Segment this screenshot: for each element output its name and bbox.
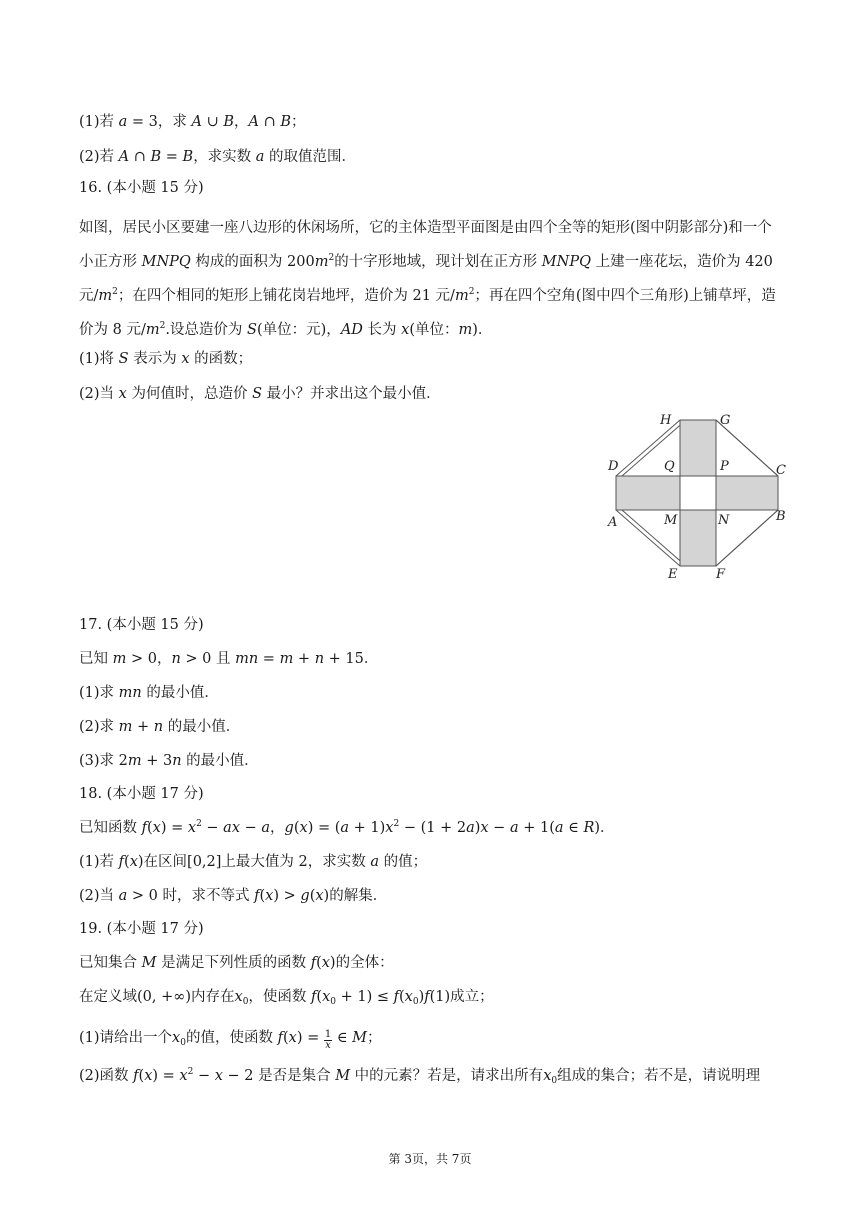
q17-condition: 已知 m > 0，n > 0 且 mn = m + n + 15． — [79, 651, 379, 667]
q17-part1: (1)求 mn 的最小值． — [79, 685, 219, 701]
q17-heading: 17. (本小题 15 分) — [79, 617, 204, 633]
q16-problem-text: 如图，居民小区要建一座八边形的休闲场所，它的主体造型平面图是由四个全等的矩形(图中阴影部分)和一个小正方形 MNPQ 构成的面积为 $200m^2$的十字形地域，现计划在正方形 MNPQ 上建一座花坛，造价为 420 元$/m^2$；在四个相同的矩形上铺花岗岩地坪，造价为 21 元$/m^2$；再在四个空角(图中四个三角形)上铺草坪，造价为 8 元$/m^2$.设总造价为 S(单位：元)，AD 长为 x(单位：m)． — [79, 220, 776, 338]
q15-part2: (2)若 A ∩ B = B，求实数 a 的取值范围． — [79, 149, 357, 165]
label-G: G — [720, 413, 731, 428]
fraction-1-over-x: $\frac{1}{x}$ — [324, 1029, 332, 1051]
bottom-rectangle — [680, 510, 716, 566]
q19-part1: (1)请给出一个$x_0$的值，使函数 f(x) = $\frac{1}{x}$ ∈ M； — [79, 1029, 382, 1051]
q19-heading: 19. (本小题 17 分) — [79, 921, 204, 937]
q17-part2: (2)求 m + n 的最小值． — [79, 719, 241, 735]
q18-part2: (2)当 a > 0 时，求不等式 f(x) > g(x)的解集． — [79, 888, 388, 904]
label-P: P — [720, 459, 729, 474]
q19-part2: (2)函数 $f(x) = x^2 - x - 2$ 是否是集合 M 中的元素？若是，请求出所有$x_0$组成的集合；若不是，请说明理 — [79, 1067, 761, 1086]
q18-heading: 18. (本小题 17 分) — [79, 786, 204, 802]
label-D: D — [608, 459, 619, 474]
label-Q: Q — [664, 459, 675, 474]
label-E: E — [668, 567, 678, 582]
page-footer: 第 3页，共 7页 — [388, 1152, 472, 1166]
q16-heading: 16. (本小题 15 分) — [79, 180, 204, 196]
q19-set-definition: 已知集合 M 是满足下列性质的函数 f(x)的全体： — [79, 955, 394, 971]
label-F: F — [716, 567, 726, 582]
label-H: H — [660, 413, 672, 428]
left-rectangle — [616, 476, 680, 510]
label-M: M — [664, 513, 678, 528]
q17-part3: (3)求 2m + 3n 的最小值． — [79, 753, 259, 769]
q16-part1: (1)将 S 表示为 x 的函数； — [79, 351, 253, 367]
top-rectangle — [680, 420, 716, 476]
label-A: A — [608, 515, 618, 530]
label-C: C — [776, 463, 786, 478]
q16-part2: (2)当 x 为何值时，总造价 S 最小？并求出这个最小值． — [79, 386, 441, 402]
center-square — [680, 476, 716, 510]
label-B: B — [776, 509, 786, 524]
q18-definition: 已知函数 $f(x) = x^2$ − ax − a，$g(x) = (a + 1)x^2 - (1 + 2a)x - a + 1(a$ ∈ R)． — [79, 819, 615, 836]
right-rectangle — [716, 476, 778, 510]
label-N: N — [718, 513, 730, 528]
octagon-cross-figure — [596, 406, 806, 586]
q18-part1: (1)若 f(x)在区间[0,2]上最大值为 2，求实数 a 的值； — [79, 854, 428, 870]
q19-domain-condition: 在定义域(0, +∞)内存在$x_0$，使函数 $f(x_0 + 1) \le f(x_0)f(1)$成立； — [79, 989, 494, 1007]
q15-part1: (1)若 a = 3，求 A ∪ B，A ∩ B； — [79, 114, 306, 130]
